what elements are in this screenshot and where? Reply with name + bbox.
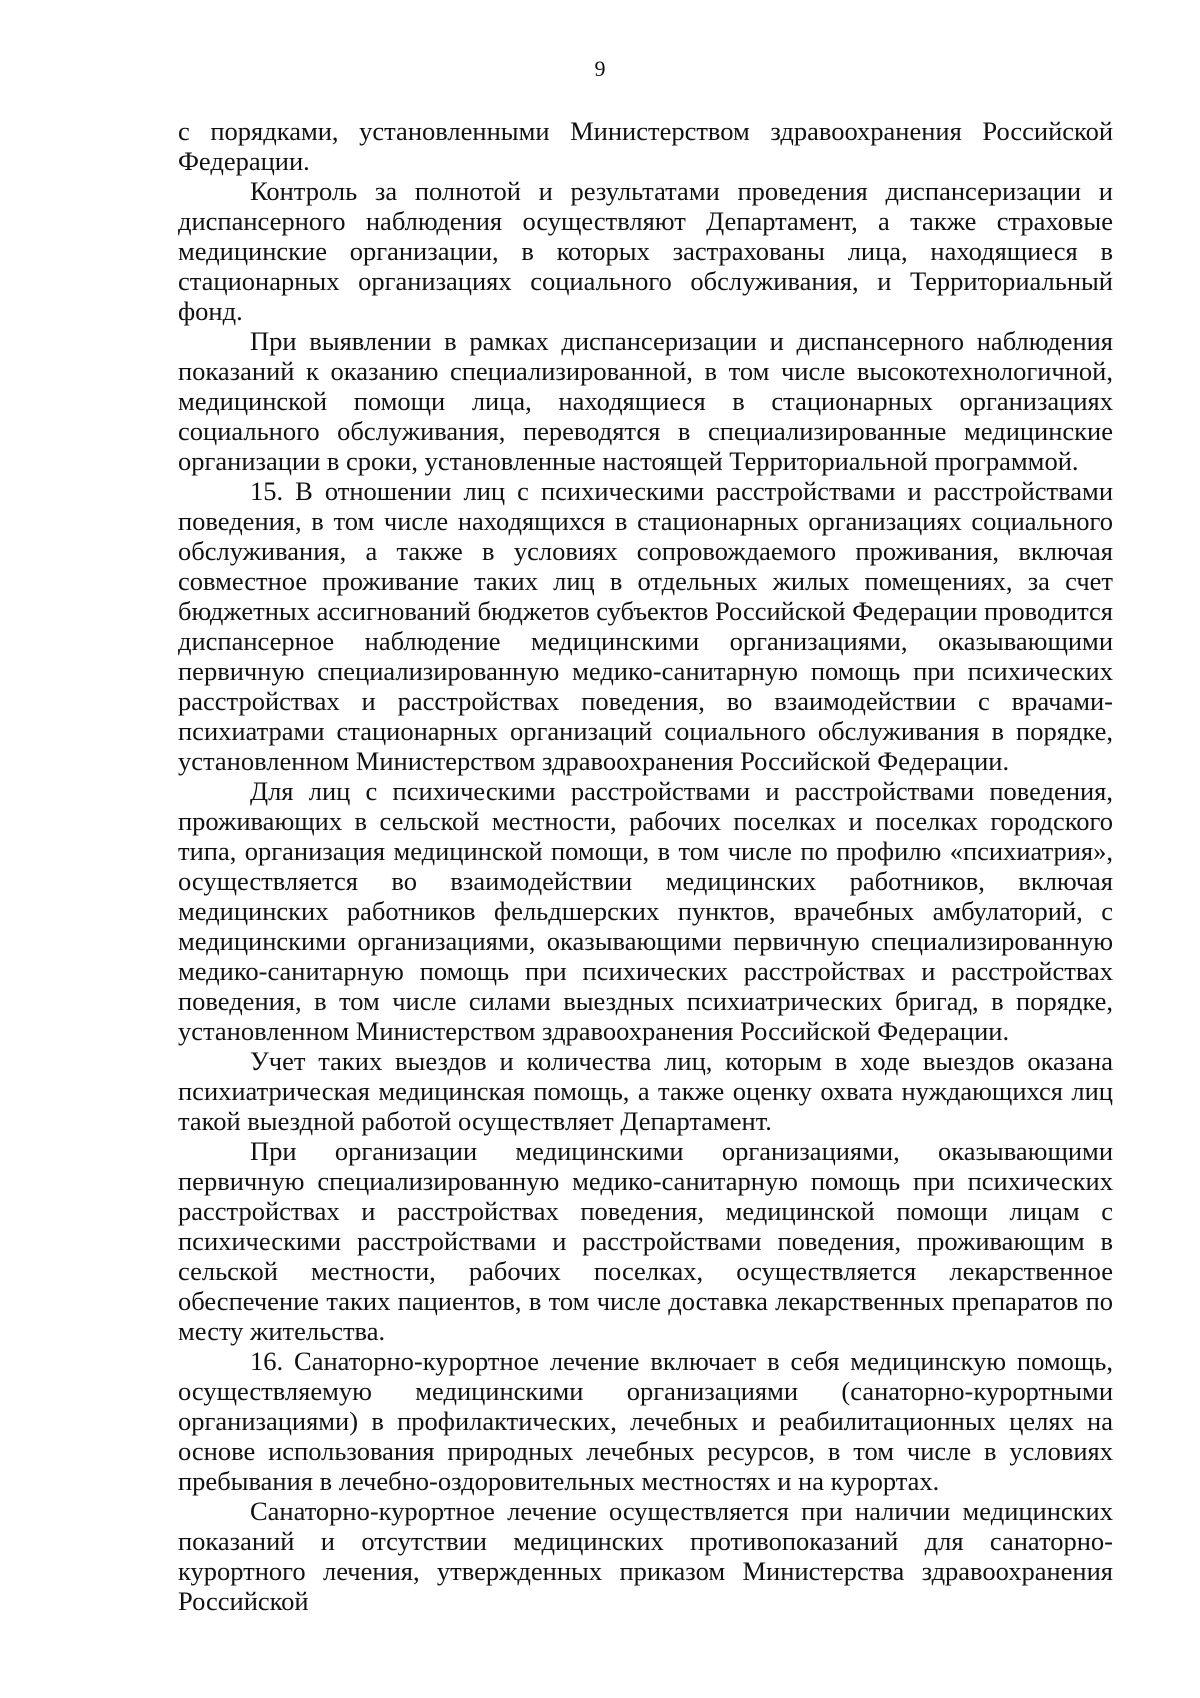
paragraph-visits-accounting: Учет таких выездов и количества лиц, которым в ходе выездов оказана психиатрическая медицинская помощь, а также оценку охвата нуждающихся лиц такой выездной работой осуществляет Департамент. [178,1046,1113,1136]
document-body [178,116,1113,1616]
paragraph-continuation: с порядками, установленными Министерством здравоохранения Российской Федерации. [178,116,1113,176]
page-number: 9 [594,56,606,81]
paragraph-item-16: 16. Санаторно-курортное лечение включает в себя медицинскую помощь, осуществляемую медицинскими организациями (санаторно-курортными организациями) в профилактических, лечебных и реабилитационных целях на основе использования природных лечебных ресурсов, в том числе в условиях пребывания в лечебно-оздоровительных местностях и на курортах. [178,1346,1113,1496]
paragraph-rural-care: Для лиц с психическими расстройствами и расстройствами поведения, проживающих в сельской местности, рабочих поселках и поселках городского типа, организация медицинской помощи, в том числе по профилю «психиатрия», осуществляется во взаимодействии медицинских работников, включая медицинских работников фельдшерских пунктов, врачебных амбулаторий, с медицинскими организациями, оказывающими первичную специализированную медико-санитарную помощь при психических расстройствах и расстройствах поведения, в том числе силами выездных психиатрических бригад, в порядке, установленном Министерством здравоохранения Российской Федерации. [178,776,1113,1046]
paragraph-drug-provision: При организации медицинскими организациями, оказывающими первичную специализированную медико-санитарную помощь при психических расстройствах и расстройствах поведения, медицинской помощи лицам с психическими расстройствами и расстройствами поведения, проживающим в сельской местности, рабочих поселках, осуществляется лекарственное обеспечение таких пациентов, в том числе доставка лекарственных препаратов по месту жительства. [178,1136,1113,1346]
paragraph-control: Контроль за полнотой и результатами проведения диспансеризации и диспансерного наблюдения осуществляют Департамент, а также страховые медицинские организации, в которых застрахованы лица, находящиеся в стационарных организациях социального обслуживания, и Территориальный фонд. [178,176,1113,326]
paragraph-sanatorium: Санаторно-курортное лечение осуществляется при наличии медицинских показаний и отсутствии медицинских противопоказаний для санаторно-курортного лечения, утвержденных приказом Министерства здравоохранения Российской [178,1496,1113,1616]
paragraph-transfer: При выявлении в рамках диспансеризации и диспансерного наблюдения показаний к оказанию специализированной, в том числе высокотехнологичной, медицинской помощи лица, находящиеся в стационарных организациях социального обслуживания, переводятся в специализированные медицинские организации в сроки, установленные настоящей Территориальной программой. [178,326,1113,476]
paragraph-item-15: 15. В отношении лиц с психическими расстройствами и расстройствами поведения, в том числе находящихся в стационарных организациях социального обслуживания, а также в условиях сопровождаемого проживания, включая совместное проживание таких лиц в отдельных жилых помещениях, за счет бюджетных ассигнований бюджетов субъектов Российской Федерации проводится диспансерное наблюдение медицинскими организациями, оказывающими первичную специализированную медико-санитарную помощь при психических расстройствах и расстройствах поведения, во взаимодействии с врачами-психиатрами стационарных организаций социального обслуживания в порядке, установленном Министерством здравоохранения Российской Федерации. [178,476,1113,776]
